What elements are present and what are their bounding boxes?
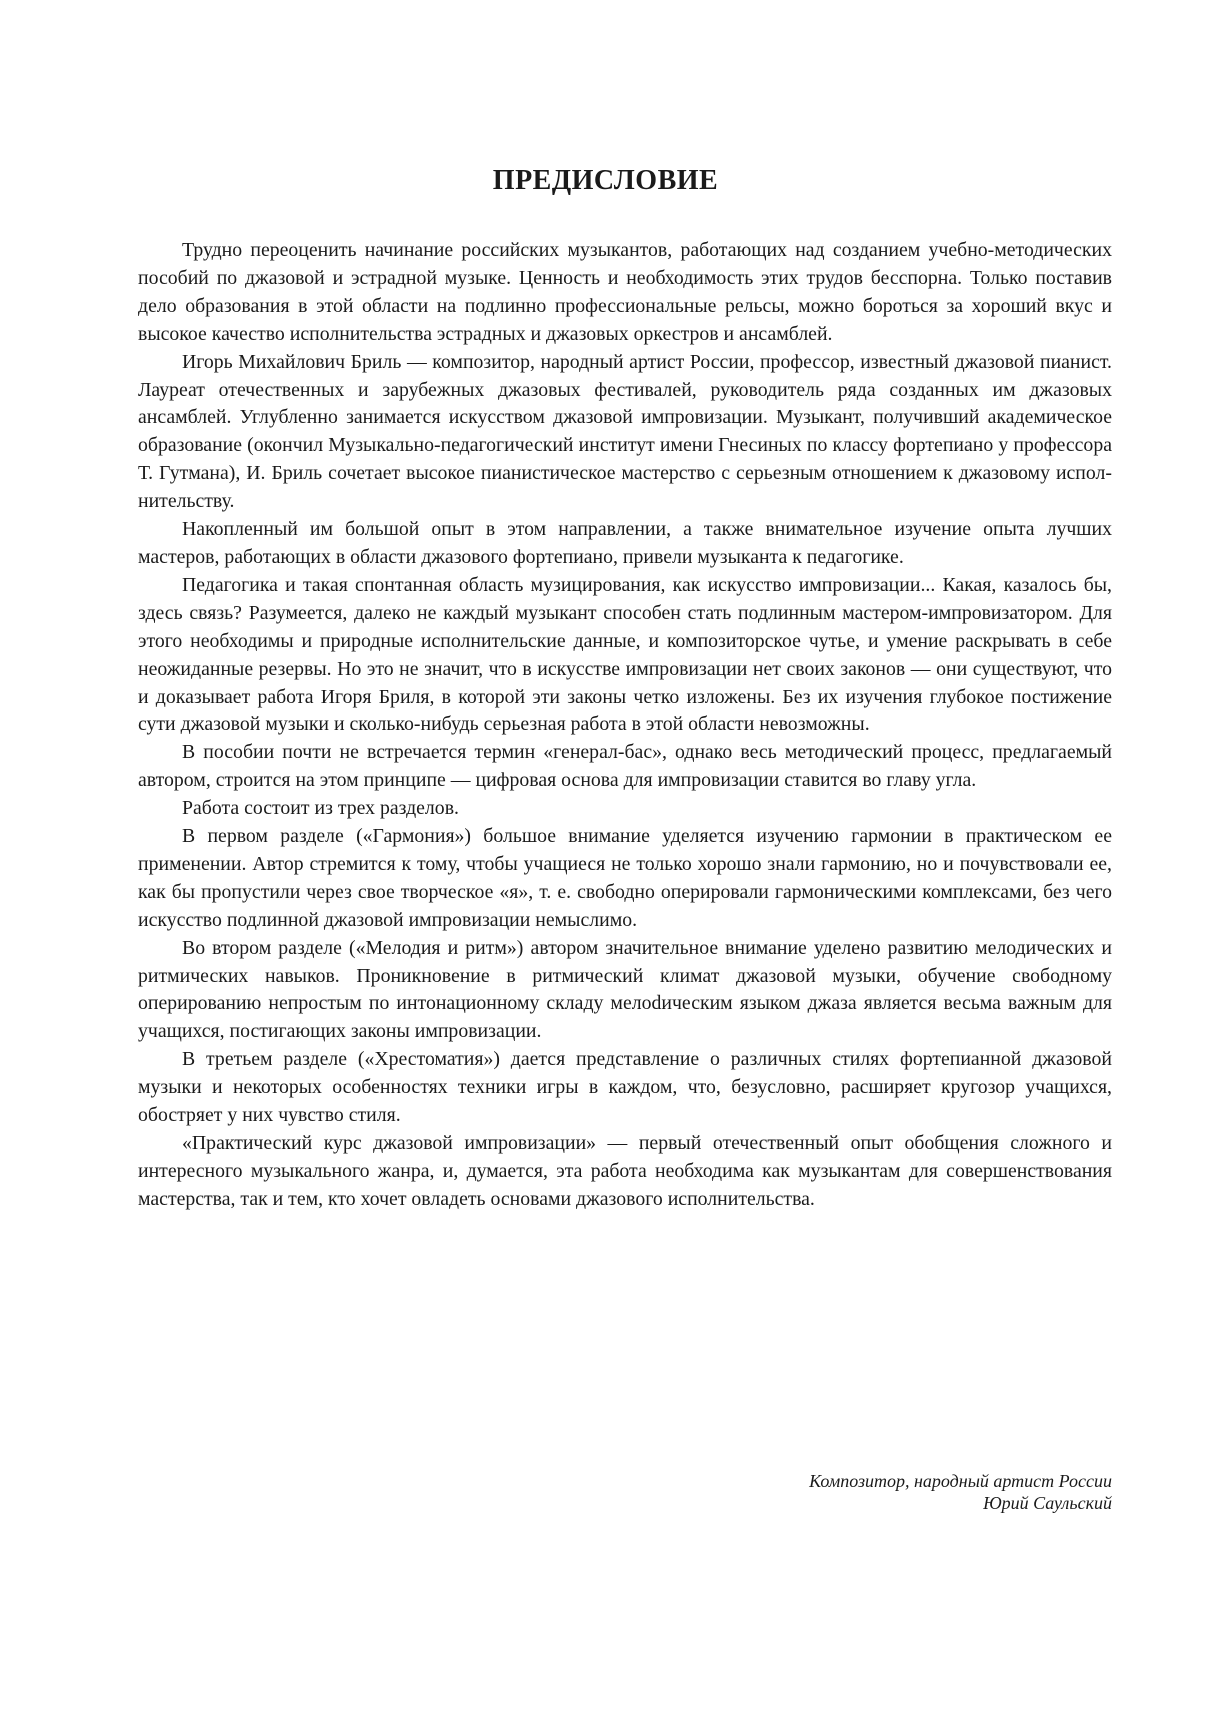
page-title: ПРЕДИСЛОВИЕ xyxy=(492,165,719,196)
paragraph: Накопленный им большой опыт в этом направлении, а также внимательное изучение опыта лучших мастеров, работающих в области джазового фортепиано, привели музыканта к педагогике. xyxy=(138,518,1112,568)
paragraph: Во втором разделе («Мелодия и ритм») автором значительное внимание уделено развитию мелодических и ритмических навыков. Проникновение в ритмический климат джазовой музыки, обучение свободному оперированию непростым по интонационному складу мелоdическим языком джаза является весьма важным для учащихся, постигающих законы импровизации. xyxy=(138,936,1112,1043)
paragraph: Трудно переоценить начинание российских музыкантов, работающих над созданием учебно-методических пособий по джазовой и эстрадной музыке. Ценность и необходимость этих трудов бесспорна. Только поставив дело образования в этой области на подлинно профессиональные рельсы, можно бороться за хороший вкус и высокое качество исполнительства эстрадных и джазовых оркестров и ансамблей. xyxy=(138,239,1112,345)
signature-title: Композитор, народный артист России xyxy=(809,1471,1112,1491)
paragraph: Игорь Михайлович Бриль — композитор, народный артист России, профессор, известный джазовой пианист. Лауреат отечественных и зарубежных джазовых фестивалей, руководитель ряда созданных им джазовых ансамблей. Углубленно занимается искусством джазовой импровизации. Музыкант, получивший академическое образование (окончил Музыкально-педагогический институт имени Гнесиных по классу фортепиано у профессора Т. Гутмана), И. Бриль сочетает высокое пианистическое мастерство с серьезным отношением к джазовому исполнительству. xyxy=(138,350,1112,513)
preface-body xyxy=(138,237,1112,1214)
paragraph: «Практический курс джазовой импровизации» — первый отечественный опыт обобщения сложного и интересного музыкального жанра, и, думается, эта работа необходима как музыкантам для совершенствования мастерства, так и тем, кто хочет овладеть основами джазового исполнительства. xyxy=(138,1132,1112,1210)
paragraph: Педагогика и такая спонтанная область музицирования, как искусство импровизации... Какая, казалось бы, здесь связь? Разумеется, далеко не каждый музыкант способен стать подлинным мастером-импровизатором. Для этого необходимы и природные исполнительские данные, и композиторское чутье, и умение раскрывать в себе неожиданные резервы. Но это не значит, что в искусстве импровизации нет своих законов — они существуют, что и доказывает работа Игоря Бриля, в которой эти законы четко изложены. Без их изучения глубокое постижение сути джазовой музыки и сколько-нибудь серьезная работа в этой области невозможны. xyxy=(138,573,1112,736)
signature-author: Юрий Саульский xyxy=(983,1493,1112,1513)
paragraph: Работа состоит из трех разделов. xyxy=(182,797,459,820)
paragraph: В первом разделе («Гармония») большое внимание уделяется изучению гармонии в практическом ее применении. Автор стремится к тому, чтобы учащиеся не только хорошо знали гармонию, но и почувствовали ее, как бы пропустили через свое творческое «я», т. е. свободно оперировали гармоническими комплексами, без чего искусство подлинной джазовой импровизации немыслимо. xyxy=(138,825,1112,931)
paragraph: В пособии почти не встречается термин «генерал-бас», однако весь методический процесс, предлагаемый автором, строится на этом принципе — цифровая основа для импровизации ставится во главу угла. xyxy=(138,741,1112,792)
signature-block xyxy=(600,1470,1112,1514)
paragraph: В третьем разделе («Хрестоматия») дается представление о различных стилях фортепианной джазовой музыки и некоторых особенностях техники игры в каждом, что, безусловно, расширяет кругозор учащихся, обостряет у них чувство стиля. xyxy=(138,1048,1112,1127)
